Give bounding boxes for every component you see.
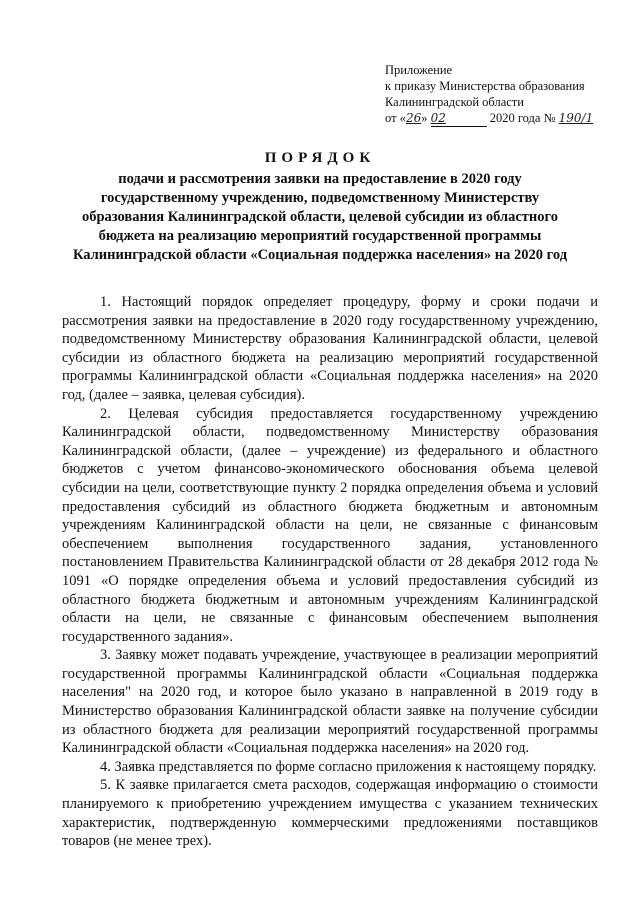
paragraph-2: 2. Целевая субсидия предоставляется государственному учреждению Калининградской области, подведомственному Министерству образования Калининградской области, (далее – учреждение) из федерального и областного бюджетов с учетом финансово-экономического обоснования объема целевой субсидии на цели, соответствующие пункту 2 порядка определения объема и условий предоставления субсидий из областного бюджета бюджетным и автономным учреждениям Калининградской области на цели, не связанные с финансовым обеспечением выполнения государственного задания, установленного постановлением Правительства Калининградской области от 28 декабря 2012 года № 1091 «О порядке определения объема и условий предоставления субсидий из областного бюджета бюджетным и автономным учреждениям Калининградской области на цели, не связанные с финансовым обеспечением выполнения государственного задания». <box>62 405 598 645</box>
annex-block <box>385 62 625 127</box>
paragraph-3: 3. Заявку может подавать учреждение, участвующее в реализации мероприятий государственной программы Калининградской области «Социальная поддержка населения" на 2020 год, и которое было указано в направленной в 2019 году в Министерство образования Калининградской области заявке на получение субсидии из областного бюджета для реализации мероприятий государственной программы Калининградской области «Социальная поддержка населения» на 2020 год. <box>62 647 598 757</box>
paragraph-4: 4. Заявка представляется по форме согласно приложения к настоящему порядку. <box>100 758 597 775</box>
annex-date-prefix: от « <box>385 111 406 125</box>
paragraph-5: 5. К заявке прилагается смета расходов, содержащая информацию о стоимости планируемого к приобретению учреждением имущества с указанием технических характеристик, подтвержденную коммерческими предложениями поставщиков товаров (не менее трех). <box>62 777 598 850</box>
paragraph-1: 1. Настоящий порядок определяет процедуру, форму и сроки подачи и рассмотрения заявки на предоставление в 2020 году государственному учреждению, подведомственному Министерству образования Калининградской области, целевой субсидии из областного бюджета на реализацию мероприятий государственной программы Калининградской области «Социальная поддержка населения» на 2020 год, (далее – заявка, целевая субсидия). <box>62 294 598 403</box>
annex-line-1: Приложение <box>385 63 453 77</box>
document-subtitle: подачи и рассмотрения заявки на предоставление в 2020 году государственному учреждению, подведомственному Министерству образования Калининградской области, целевой субсидии из областного бюджета на реализацию мероприятий государственной программы Калининградской области «Социальная поддержка населения» на 2020 год <box>72 171 568 263</box>
annex-order-number: 190/1 <box>558 111 594 125</box>
annex-line-2: к приказу Министерства образования <box>385 79 585 93</box>
annex-date-line <box>385 110 625 127</box>
annex-date-day: 26 <box>405 111 422 125</box>
annex-date-sep: » <box>421 111 431 125</box>
document-body <box>62 293 598 851</box>
document-title: ПОРЯДОК <box>264 150 376 166</box>
annex-line-3: Калининградской области <box>385 95 524 109</box>
annex-date-month: 02 <box>431 110 487 127</box>
annex-date-year: 2020 года № <box>486 111 559 125</box>
